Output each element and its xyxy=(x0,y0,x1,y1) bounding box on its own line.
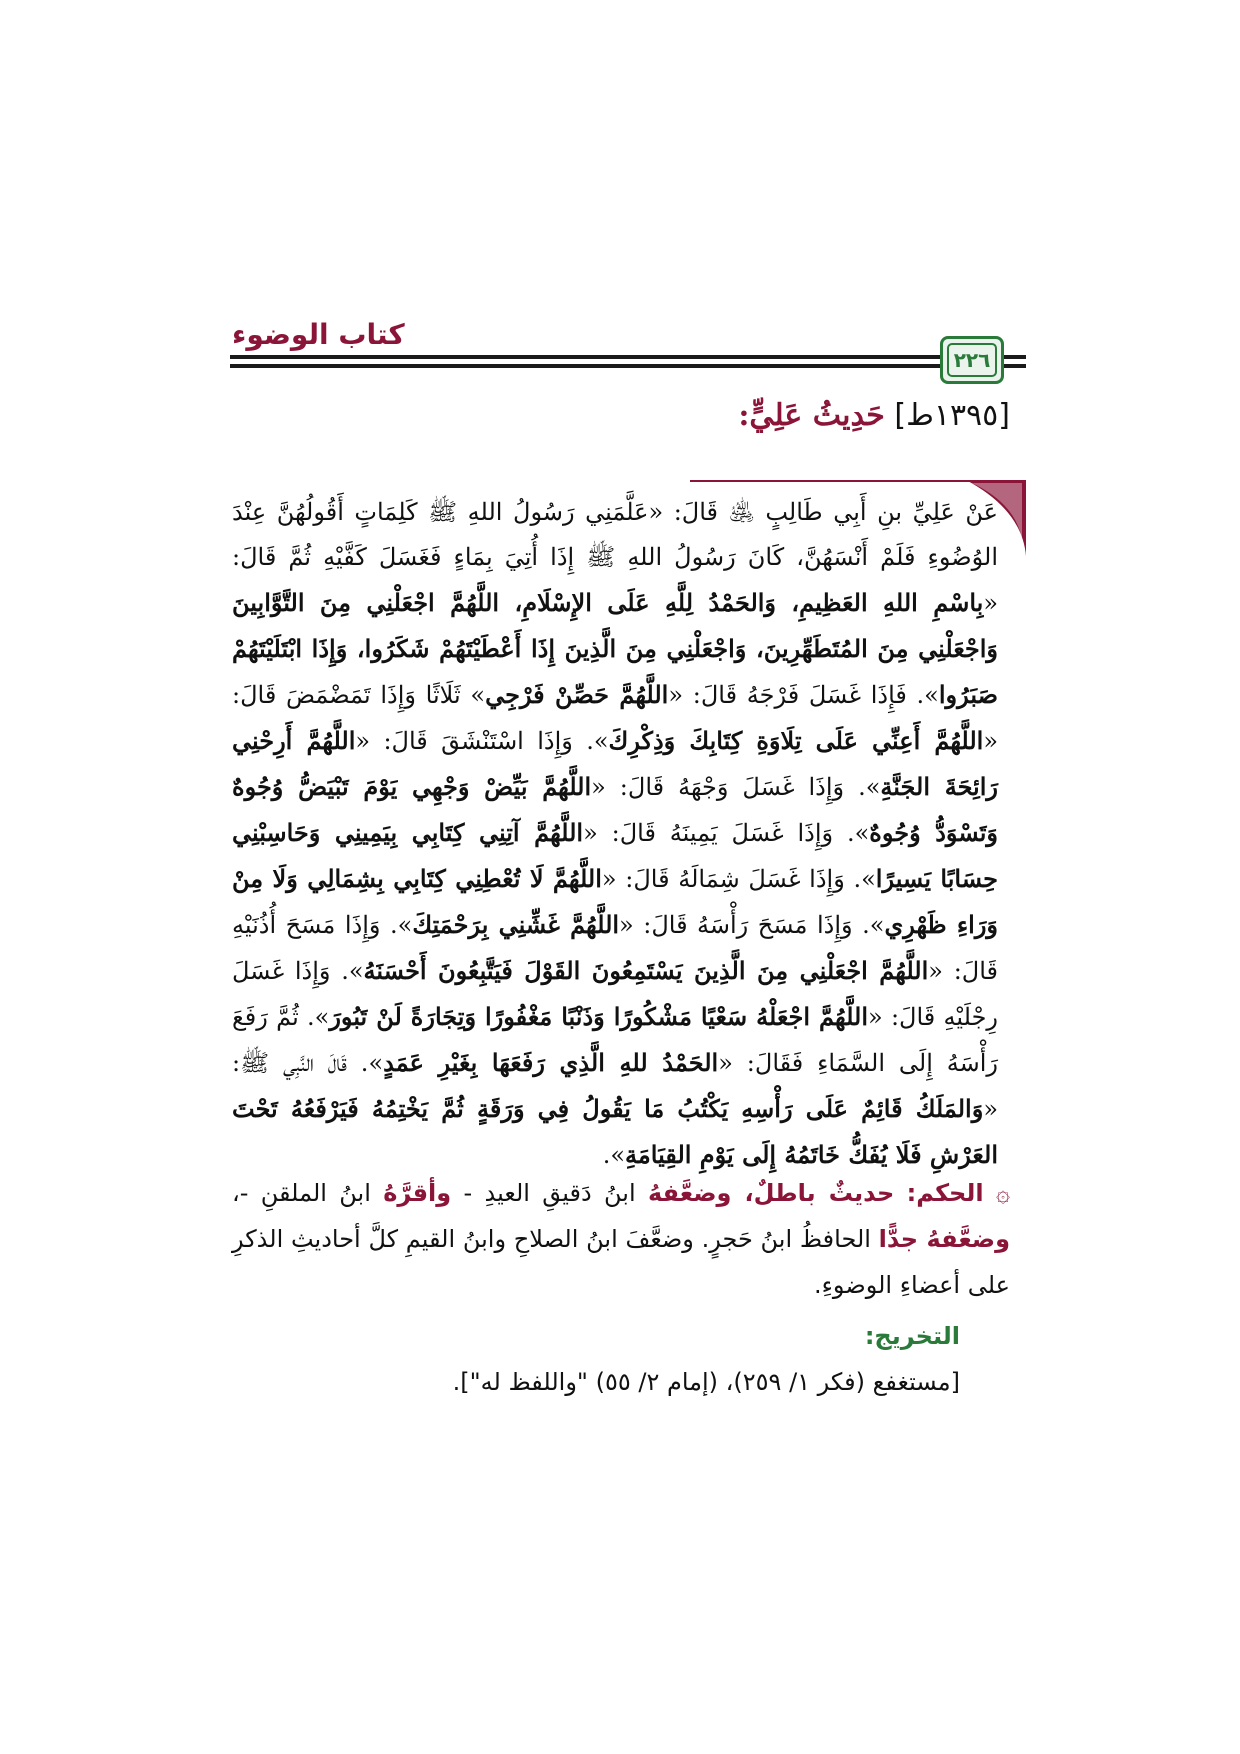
hadith-body xyxy=(232,490,998,1178)
hadith-text: ». xyxy=(602,1141,626,1169)
hadith-dua: اللَّهُمَّ لَا تُعْطِنِي كِتَابِي بِشِمَالِي وَلَا مِنْ وَرَاءِ ظَهْرِي xyxy=(232,864,999,939)
hadith-dua: اللَّهُمَّ اجْعَلْهُ سَعْيًا مَشْكُورًا وَذَنْبًا مَغْفُورًا وَتِجَارَةً لَنْ تَبُورَ xyxy=(329,1002,868,1031)
header-rule-bottom xyxy=(230,364,960,368)
header-rule-top xyxy=(230,355,960,359)
hadith-text: ». وَإِذَا اسْتَنْشَقَ قَالَ: « xyxy=(355,727,609,755)
hadith-text: » ثَلَاثًا وَإِذَا تَمَضْمَضَ قَالَ: « xyxy=(232,681,998,755)
hadith-text: ». وَإِذَا غَسَلَ وَجْهَهُ قَالَ: « xyxy=(591,773,881,801)
takhrij-text: [مستغفع (فكر ١/ ٢٥٩)، (إمام ٢/ ٥٥) "واللفظ له"]. xyxy=(452,1368,960,1396)
ruling-paragraph xyxy=(232,1170,1010,1308)
hadith-text: عَنْ عَلِيِّ بنِ أَبِي طَالِبٍ ﵁ قَالَ: «عَلَّمَنِي رَسُولُ اللهِ ﷺ كَلِمَاتٍ أَقُولُهُنَّ عِنْدَ الوُضُوءِ فَلَمْ أَنْسَهُنَّ، كَانَ رَسُولُ اللهِ ﷺ إِذَا أُتِيَ بِمَاءٍ فَغَسَلَ كَفَّيْهِ ثُمَّ قَالَ: « xyxy=(232,498,998,617)
hadith-dua: اللَّهُمَّ اجْعَلْنِي مِنَ الَّذِينَ يَسْتَمِعُونَ القَوْلَ فَيَتَّبِعُونَ أَحْسَنَهُ xyxy=(363,956,929,985)
hadith-text: ». فَإِذَا غَسَلَ فَرْجَهُ قَالَ: « xyxy=(668,681,939,709)
hadith-dua: وَالمَلَكُ قَائِمٌ عَلَى رَأْسِهِ يَكْتُبُ مَا يَقُولُ فِي وَرَقَةٍ ثُمَّ يَخْتِمُهُ فَيَرْفَعُهُ تَحْتَ العَرْشِ فَلَا يُفَكُّ خَاتَمُهُ إِلَى يَوْمِ القِيَامَةِ xyxy=(232,1094,998,1169)
page-number: ٢٢٦ xyxy=(947,343,997,377)
ruling-text: ابنُ دَقيقِ العيدِ - xyxy=(451,1179,648,1207)
hadith-dua: اللَّهُمَّ أَرِحْنِي رَائِحَةَ الجَنَّةِ xyxy=(232,726,998,801)
hadith-text: ». قَالَ النَّبِي ﷺ: « xyxy=(232,1049,998,1123)
hadith-number: [١٣٩٥ط] xyxy=(894,398,1010,433)
ornament-line xyxy=(690,480,990,482)
takhrij-title: التخريج: xyxy=(864,1322,960,1350)
page-number-badge xyxy=(940,336,1004,384)
hadith-heading xyxy=(738,398,1010,433)
hadith-text: ». وَإِذَا غَسَلَ شِمَالَهُ قَالَ: « xyxy=(601,865,876,893)
book-title: كتاب الوضوء xyxy=(232,318,405,351)
hadith-dua: اللَّهُمَّ آتِنِي كِتَابِي بِيَمِينِي وَحَاسِبْنِي حِسَابًا يَسِيرًا xyxy=(232,818,998,893)
hadith-dua: اللَّهُمَّ أَعِنِّي عَلَى تِلَاوَةِ كِتَابِكَ وَذِكْرِكَ xyxy=(608,726,984,755)
hadith-text: ». ثُمَّ رَفَعَ رَأْسَهُ إِلَى السَّمَاءِ فَقَالَ: « xyxy=(232,1003,999,1077)
hadith-dua: بِاسْمِ اللهِ العَظِيمِ، وَالحَمْدُ لِلَّهِ عَلَى الإِسْلَامِ، اللَّهُمَّ اجْعَلْنِي مِنَ التَّوَّابِينَ وَاجْعَلْنِي مِنَ المُتَطَهِّرِينَ، وَاجْعَلْنِي مِنَ الَّذِينَ إِذَا أَعْطَيْتَهُمْ شَكَرُوا، وَإِذَا ابْتَلَيْتَهُمْ صَبَرُوا xyxy=(232,588,998,709)
ruling-text: ابنُ الملقنِ -، xyxy=(232,1179,384,1207)
hadith-dua: الحَمْدُ للهِ الَّذِي رَفَعَهَا بِغَيْرِ عَمَدٍ xyxy=(383,1048,719,1077)
hadith-dua: اللَّهُمَّ بَيِّضْ وَجْهِي يَوْمَ تَبْيَضُّ وُجُوهٌ وَتَسْوَدُّ وُجُوهٌ xyxy=(232,772,998,847)
hadith-dua: اللَّهُمَّ حَصِّنْ فَرْجِي xyxy=(485,680,669,709)
ruling-text: الحافظُ ابنُ حَجرٍ. وضعَّفَ ابنُ الصلاحِ وابنُ القيمِ كلَّ أحاديثِ الذكرِ على أعضاءِ الوضوءِ. xyxy=(232,1225,1010,1299)
hadith-title: حَدِيثُ عَلِيٍّ: xyxy=(738,398,885,433)
ruling-verdict: حديثٌ باطلٌ، وضعَّفهُ xyxy=(647,1179,895,1207)
hadith-text: ». وَإِذَا مَسَحَ رَأْسَهُ قَالَ: « xyxy=(619,911,885,939)
ruling-label: الحكم: xyxy=(906,1179,984,1207)
ruling-verdict: وأقرَّهُ xyxy=(383,1179,452,1207)
hadith-dua: اللَّهُمَّ غَشِّنِي بِرَحْمَتِكَ xyxy=(412,910,620,939)
hadith-text: ». وَإِذَا غَسَلَ يَمِينَهُ قَالَ: « xyxy=(583,819,870,847)
ruling-verdict: وضعَّفهُ جدًّا xyxy=(878,1225,1011,1253)
hadith-text: ». وَإِذَا غَسَلَ رِجْلَيْهِ قَالَ: « xyxy=(232,957,998,1031)
flower-icon: ۞ xyxy=(995,1179,1010,1207)
hadith-text: ». وَإِذَا مَسَحَ أُذُنَيْهِ قَالَ: « xyxy=(232,911,999,985)
